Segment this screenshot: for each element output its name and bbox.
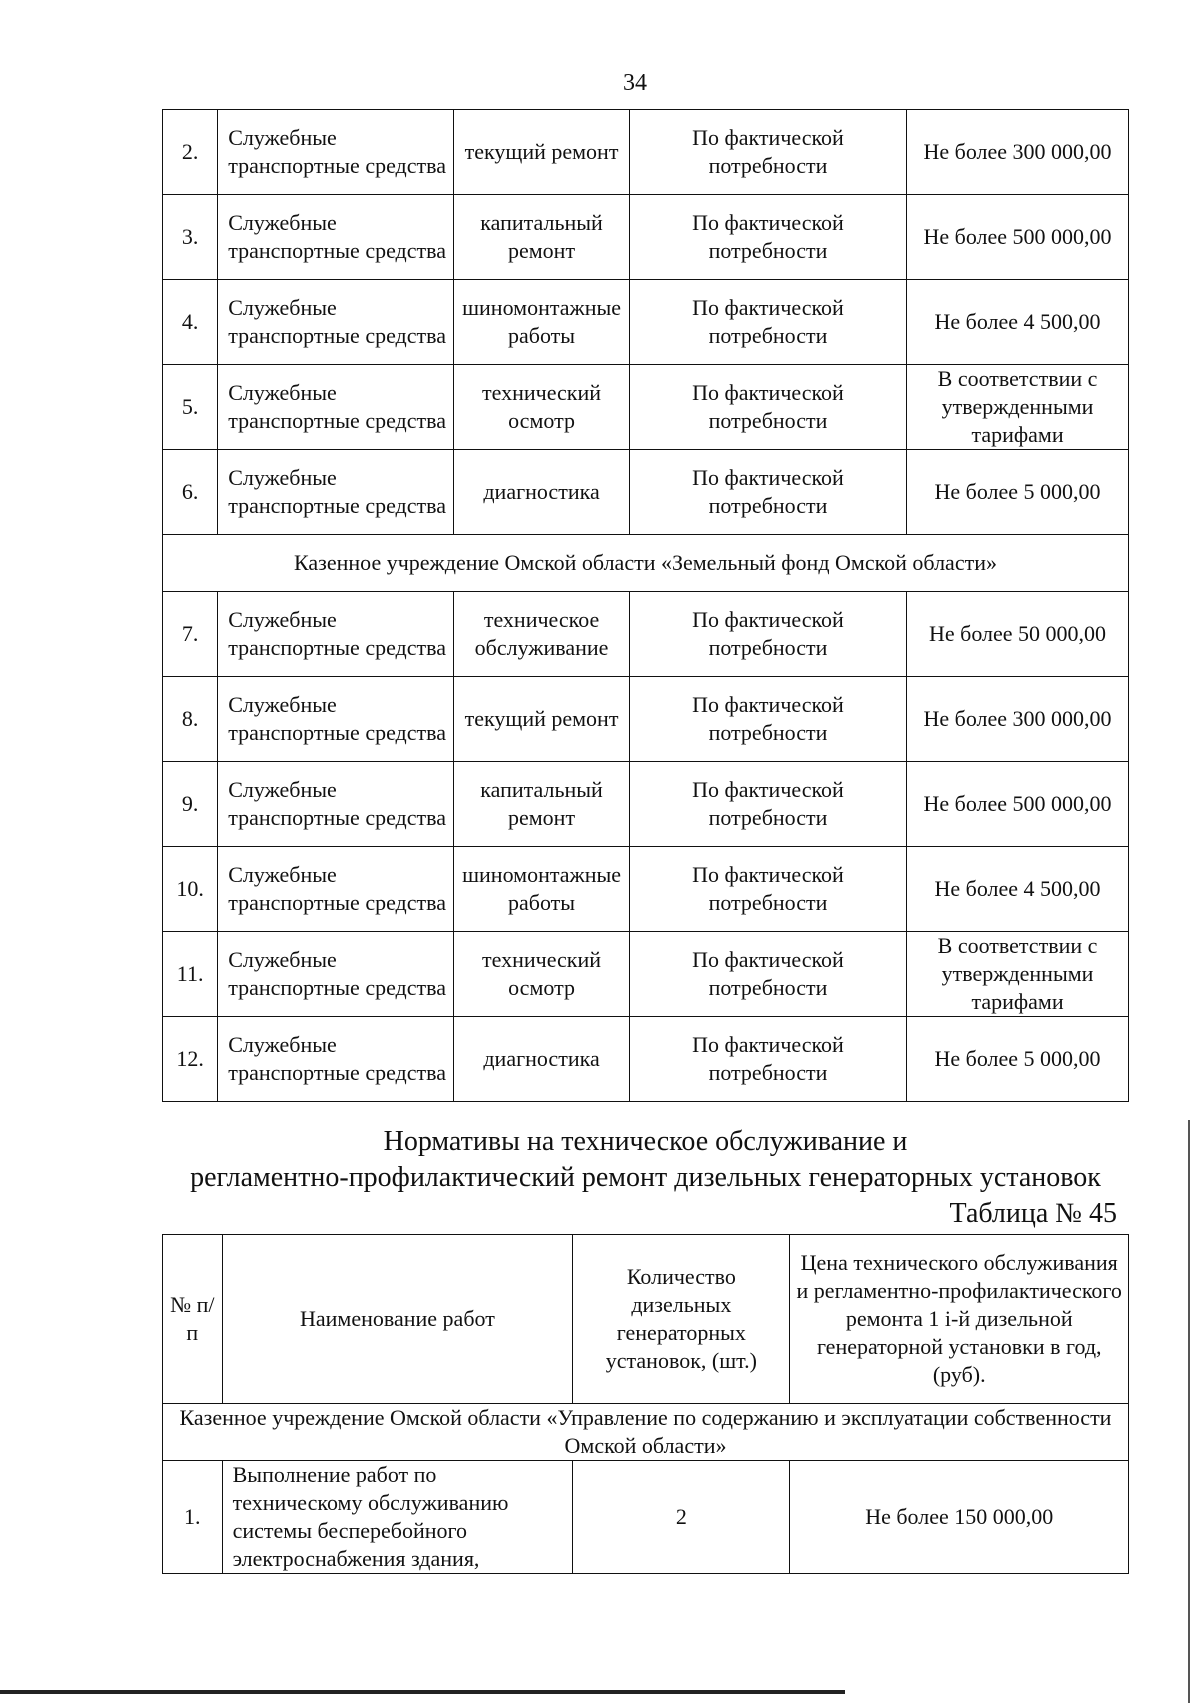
price-cell: Не более 150 000,00 xyxy=(790,1461,1129,1574)
table-number-label: Таблица № 45 xyxy=(949,1198,1117,1229)
section-row xyxy=(163,1404,1129,1461)
price-cell: В соответствии с утвержденными тарифами xyxy=(907,932,1129,1017)
quantity-cell: По фактической потребности xyxy=(629,592,906,677)
work-type-cell: шиномонтажные работы xyxy=(454,847,630,932)
quantity-cell: По фактической потребности xyxy=(629,195,906,280)
work-type-cell: диагностика xyxy=(454,1017,630,1102)
table-row xyxy=(163,1461,1129,1574)
price-cell: В соответствии с утвержденными тарифами xyxy=(907,365,1129,450)
table-row xyxy=(163,1017,1129,1102)
diesel-generator-table xyxy=(162,1234,1129,1574)
row-number: 3. xyxy=(163,195,218,280)
work-type-cell: технический осмотр xyxy=(454,932,630,1017)
price-cell: Не более 50 000,00 xyxy=(907,592,1129,677)
object-cell: Служебные транспортные средства xyxy=(218,847,454,932)
price-cell: Не более 300 000,00 xyxy=(907,677,1129,762)
page-number: 34 xyxy=(623,70,647,96)
object-cell: Служебные транспортные средства xyxy=(218,280,454,365)
work-type-cell: капитальный ремонт xyxy=(454,195,630,280)
object-cell: Служебные транспортные средства xyxy=(218,365,454,450)
page-bottom-rule xyxy=(0,1690,845,1694)
price-cell: Не более 4 500,00 xyxy=(907,847,1129,932)
table-row xyxy=(163,365,1129,450)
table-row xyxy=(163,280,1129,365)
row-number: 2. xyxy=(163,110,218,195)
quantity-cell: По фактической потребности xyxy=(629,1017,906,1102)
quantity-cell: По фактической потребности xyxy=(629,110,906,195)
table-row xyxy=(163,677,1129,762)
section-title: Казенное учреждение Омской области «Управление по содержанию и эксплуатации собственности Омской области» xyxy=(163,1404,1129,1461)
table-row xyxy=(163,932,1129,1017)
quantity-cell: По фактической потребности xyxy=(629,847,906,932)
header-work-name: Наименование работ xyxy=(222,1235,573,1404)
object-cell: Служебные транспортные средства xyxy=(218,677,454,762)
quantity-cell: По фактической потребности xyxy=(629,762,906,847)
price-cell: Не более 4 500,00 xyxy=(907,280,1129,365)
object-cell: Служебные транспортные средства xyxy=(218,110,454,195)
header-count: Количество дизельных генераторных установок, (шт.) xyxy=(573,1235,790,1404)
object-cell: Служебные транспортные средства xyxy=(218,450,454,535)
price-cell: Не более 500 000,00 xyxy=(907,762,1129,847)
object-cell: Служебные транспортные средства xyxy=(218,1017,454,1102)
vehicle-maintenance-table xyxy=(162,109,1129,1102)
object-cell: Служебные транспортные средства xyxy=(218,195,454,280)
object-cell: Служебные транспортные средства xyxy=(218,592,454,677)
quantity-cell: По фактической потребности xyxy=(629,365,906,450)
section-title: Казенное учреждение Омской области «Земельный фонд Омской области» xyxy=(163,535,1129,592)
table-row xyxy=(163,847,1129,932)
table-row xyxy=(163,762,1129,847)
table-row xyxy=(163,450,1129,535)
quantity-cell: По фактической потребности xyxy=(629,932,906,1017)
price-cell: Не более 500 000,00 xyxy=(907,195,1129,280)
row-number: 5. xyxy=(163,365,218,450)
row-number: 1. xyxy=(163,1461,223,1574)
section-heading-line-2: регламентно-профилактический ремонт дизельных генераторных установок xyxy=(190,1162,1101,1193)
work-type-cell: текущий ремонт xyxy=(454,677,630,762)
header-number: № п/п xyxy=(163,1235,223,1404)
work-type-cell: капитальный ремонт xyxy=(454,762,630,847)
row-number: 12. xyxy=(163,1017,218,1102)
price-cell: Не более 5 000,00 xyxy=(907,1017,1129,1102)
work-type-cell: диагностика xyxy=(454,450,630,535)
page-right-edge xyxy=(1188,1120,1190,1703)
table-row xyxy=(163,110,1129,195)
header-price: Цена технического обслуживания и регламентно-профилактического ремонта 1 і-й дизельной генераторной установки в год, (руб). xyxy=(790,1235,1129,1404)
row-number: 10. xyxy=(163,847,218,932)
row-number: 6. xyxy=(163,450,218,535)
work-type-cell: текущий ремонт xyxy=(454,110,630,195)
work-type-cell: шиномонтажные работы xyxy=(454,280,630,365)
row-number: 8. xyxy=(163,677,218,762)
price-cell: Не более 5 000,00 xyxy=(907,450,1129,535)
section-heading-line-1: Нормативы на техническое обслуживание и xyxy=(383,1126,908,1157)
quantity-cell: По фактической потребности xyxy=(629,280,906,365)
section-row xyxy=(163,535,1129,592)
row-number: 7. xyxy=(163,592,218,677)
table-row xyxy=(163,592,1129,677)
row-number: 11. xyxy=(163,932,218,1017)
price-cell: Не более 300 000,00 xyxy=(907,110,1129,195)
object-cell: Служебные транспортные средства xyxy=(218,762,454,847)
work-type-cell: технический осмотр xyxy=(454,365,630,450)
work-name-cell: Выполнение работ по техническому обслуживанию системы бесперебойного электроснабжения здания, xyxy=(222,1461,573,1574)
row-number: 4. xyxy=(163,280,218,365)
table-row xyxy=(163,195,1129,280)
row-number: 9. xyxy=(163,762,218,847)
quantity-cell: По фактической потребности xyxy=(629,450,906,535)
work-type-cell: техническое обслуживание xyxy=(454,592,630,677)
object-cell: Служебные транспортные средства xyxy=(218,932,454,1017)
quantity-cell: По фактической потребности xyxy=(629,677,906,762)
count-cell: 2 xyxy=(573,1461,790,1574)
table-header-row xyxy=(163,1235,1129,1404)
